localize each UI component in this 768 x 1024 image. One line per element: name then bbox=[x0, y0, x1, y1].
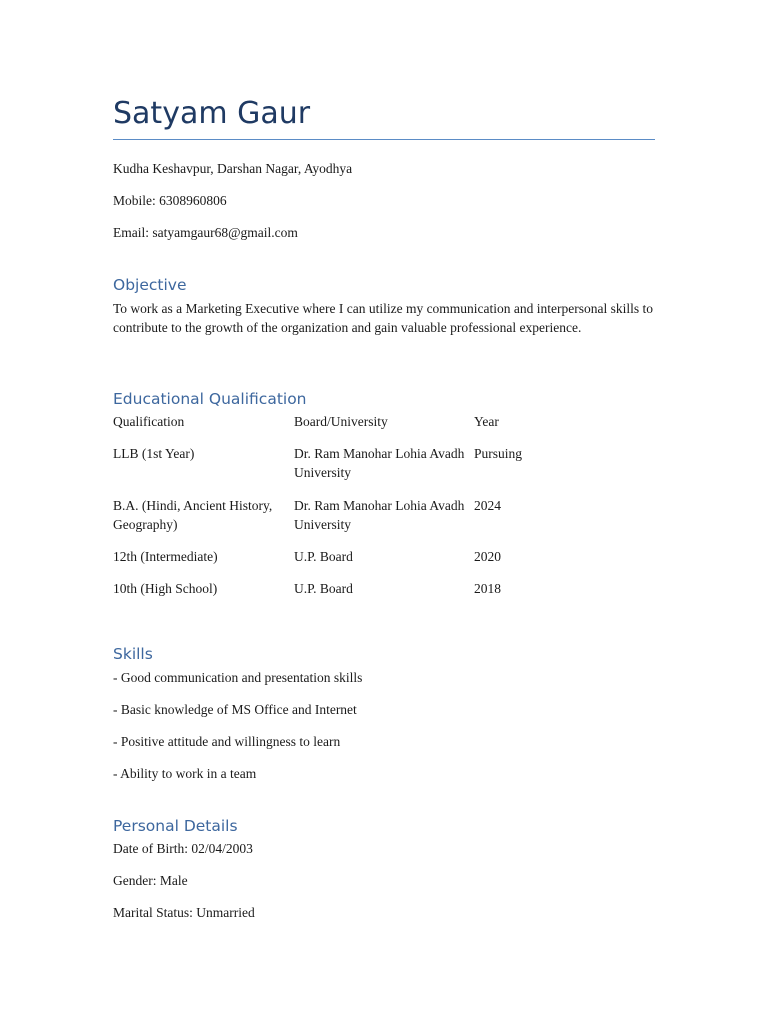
education-heading: Educational Qualification bbox=[113, 390, 307, 408]
address-line: Kudha Keshavpur, Darshan Nagar, Ayodhya bbox=[113, 161, 353, 176]
column-header-board: Board/University bbox=[294, 414, 388, 429]
table-cell-year: Pursuing bbox=[474, 446, 523, 461]
skills-heading: Skills bbox=[113, 645, 153, 663]
table-cell-year: 2024 bbox=[474, 498, 501, 513]
email-line: Email: satyamgaur68@gmail.com bbox=[113, 225, 298, 240]
marital-status-line: Marital Status: Unmarried bbox=[113, 905, 255, 920]
table-cell-qualification: LLB (1st Year) bbox=[113, 446, 195, 461]
personal-heading: Personal Details bbox=[113, 817, 238, 835]
mobile-line: Mobile: 6308960806 bbox=[113, 193, 227, 208]
skill-item: - Good communication and presentation skills bbox=[113, 670, 363, 685]
skill-item: - Basic knowledge of MS Office and Internet bbox=[113, 702, 357, 717]
objective-heading: Objective bbox=[113, 276, 187, 294]
skill-item: - Positive attitude and willingness to learn bbox=[113, 734, 341, 749]
table-cell-board: U.P. Board bbox=[294, 581, 353, 596]
gender-line: Gender: Male bbox=[113, 873, 188, 888]
table-cell-board: U.P. Board bbox=[294, 549, 353, 564]
table-cell-board: Dr. Ram Manohar Lohia Avadh University bbox=[294, 498, 465, 532]
table-cell-year: 2020 bbox=[474, 549, 501, 564]
table-cell-year: 2018 bbox=[474, 581, 501, 596]
table-cell-qualification: B.A. (Hindi, Ancient History, Geography) bbox=[113, 498, 273, 532]
candidate-name: Satyam Gaur bbox=[113, 96, 311, 131]
objective-text: To work as a Marketing Executive where I can utilize my communication and interpersonal skills to contribute to the growth of the organization and gain valuable professional experience. bbox=[113, 301, 654, 335]
table-cell-board: Dr. Ram Manohar Lohia Avadh University bbox=[294, 446, 465, 480]
table-cell-qualification: 12th (Intermediate) bbox=[113, 549, 218, 564]
skill-item: - Ability to work in a team bbox=[113, 766, 257, 781]
dob-line: Date of Birth: 02/04/2003 bbox=[113, 841, 253, 856]
name-divider bbox=[113, 139, 655, 140]
column-header-year: Year bbox=[474, 414, 499, 429]
table-cell-qualification: 10th (High School) bbox=[113, 581, 218, 596]
column-header-qualification: Qualification bbox=[113, 414, 185, 429]
